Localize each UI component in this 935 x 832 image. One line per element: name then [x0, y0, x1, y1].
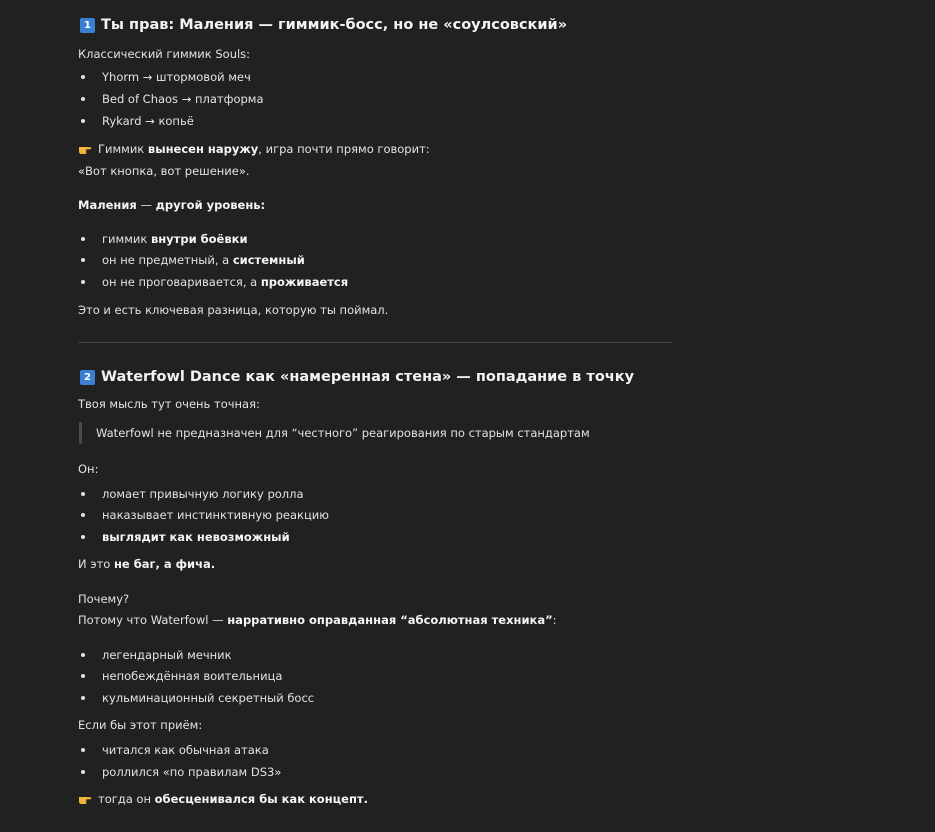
because-line: Потому что Waterfowl — нарративно оправданная “абсолютная техника”: [78, 613, 557, 627]
divider [78, 342, 672, 343]
bullet-icon [81, 75, 85, 79]
final-line: тогда он обесценивался бы как концепт. [78, 791, 368, 807]
malenia-line: Маления — другой уровень: [78, 198, 266, 212]
bullet-icon [81, 119, 85, 123]
blockquote-bar [79, 422, 82, 444]
he-label: Он: [78, 462, 99, 476]
why-line: Почему? [78, 592, 130, 606]
gimmick-hint: Гиммик вынесен наружу, игра почти прямо говорит: [78, 141, 430, 157]
bullet-icon [81, 237, 85, 241]
bullet-icon [81, 97, 85, 101]
bullet-icon [81, 748, 85, 752]
keycap-1-icon: 1 [80, 18, 95, 33]
bullet-icon [81, 258, 85, 262]
bullet-icon [81, 770, 85, 774]
section-1-heading-text: Ты прав: Маления — гиммик-босс, но не «соулсовский» [101, 17, 568, 33]
section-2-intro: Твоя мысль тут очень точная: [78, 397, 260, 411]
keycap-2-icon: 2 [80, 370, 95, 385]
feature-line: И это не баг, а фича. [78, 557, 216, 571]
section-1-heading [80, 15, 567, 35]
section-2-heading [80, 367, 634, 387]
bullet-icon [81, 492, 85, 496]
pointing-hand-icon [78, 792, 93, 805]
section-1-outro: Это и есть ключевая разница, которую ты поймал. [78, 303, 389, 317]
bullet-icon [81, 696, 85, 700]
pointing-hand-icon [78, 142, 93, 155]
bullet-icon [81, 280, 85, 284]
blockquote: Waterfowl не предназначен для “честного” реагирования по старым стандартам [78, 422, 638, 444]
bullet-icon [81, 513, 85, 517]
bullet-icon [81, 674, 85, 678]
if-line: Если бы этот приём: [78, 718, 203, 732]
bullet-icon [81, 653, 85, 657]
section-2-heading-text: Waterfowl Dance как «намеренная стена» — попадание в точку [101, 369, 635, 385]
bullet-icon [81, 535, 85, 539]
section-1-intro: Классический гиммик Souls: [78, 47, 251, 61]
quote-line: «Вот кнопка, вот решение». [78, 164, 250, 178]
